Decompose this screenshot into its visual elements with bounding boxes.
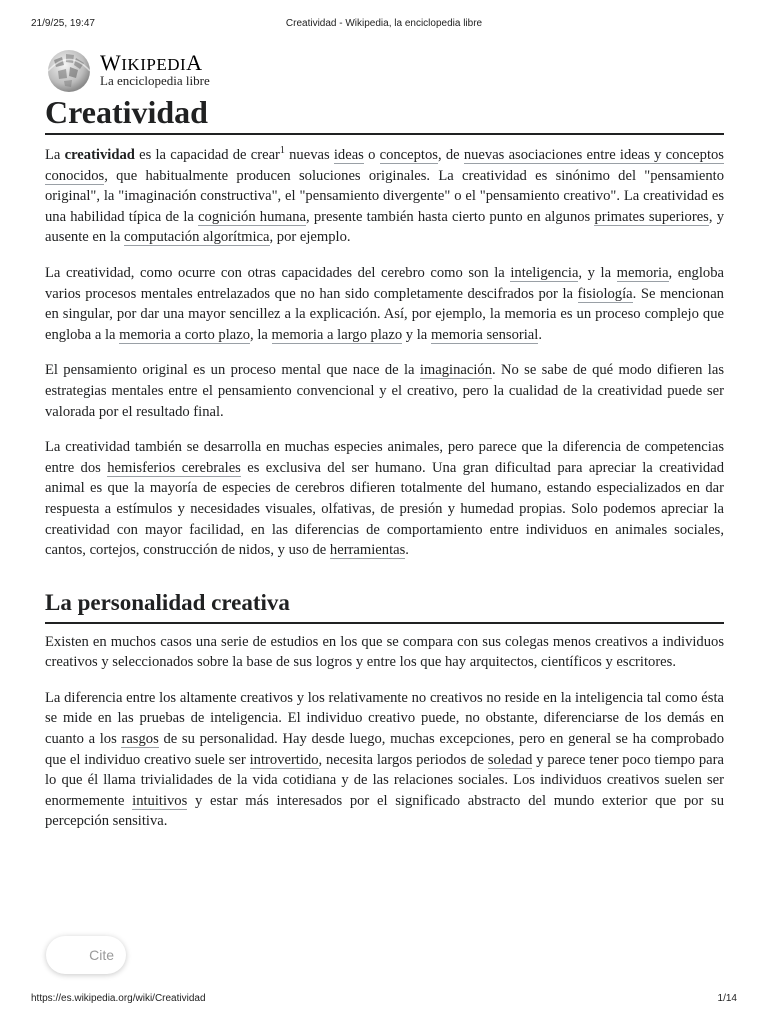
page-title: Creatividad [45, 94, 724, 135]
print-footer [0, 993, 768, 1009]
text: , la [250, 326, 272, 343]
print-date: 21/9/25, 19:47 [31, 18, 95, 29]
wikipedia-logo[interactable] [44, 46, 244, 96]
link-soledad[interactable]: soledad [487, 751, 533, 768]
print-page-number: 1/14 [717, 993, 737, 1004]
print-header [0, 18, 768, 34]
text: y parece tener poco tiempo para lo que él llama trivialidades de la vida cotidiana y de las relaciones sociales. Los individuos creativos suelen ser enormemente [45, 751, 725, 809]
cite-label: Cite [89, 947, 114, 963]
text: La diferencia entre los altamente creativos y los relativamente no creativos no reside en la inteligencia tal como ésta se mide en las pruebas de inteligencia. El individuo creativo puede, no obstante, diferenciarse de los demás en cuanto a los [45, 689, 724, 748]
text: nuevas [284, 147, 334, 163]
paragraph-1 [45, 145, 724, 248]
paragraph-2 [45, 263, 724, 345]
link-memoria-largo-plazo[interactable]: memoria a largo plazo [271, 326, 403, 343]
link-memoria-corto-plazo[interactable]: memoria a corto plazo [119, 326, 251, 343]
wordmark-w: W [100, 50, 122, 75]
link-cognicion-humana[interactable]: cognición humana [198, 208, 306, 225]
link-fisiologia[interactable]: fisiología [577, 285, 633, 302]
text: . No se sabe de qué modo difieren las estrategias mentales entre el pensamiento convencional y el creativo, pero la cualidad de la creatividad puede ser valorada por el resultado final. [45, 362, 724, 420]
text: , por ejemplo. [269, 229, 351, 246]
link-rasgos[interactable]: rasgos [121, 731, 159, 748]
paragraph-4 [45, 437, 724, 561]
link-introvertido[interactable]: introvertido [249, 751, 319, 768]
link-memoria[interactable]: memoria [616, 264, 669, 281]
cite-button[interactable] [46, 936, 126, 974]
article-content [45, 94, 724, 832]
section-heading: La personalidad creativa [45, 589, 724, 624]
text: La creatividad también se desarrolla en muchas especies animales, pero parece que la diferencia de competencias entre dos [45, 439, 724, 476]
paragraph-5 [45, 632, 724, 673]
text: , necesita largos periodos de [318, 751, 488, 768]
text: . Se mencionan en singular, por dar una mayor sencillez a la explicación. Así, por ejemplo, la memoria es un proceso complejo que engloba a la [45, 285, 724, 343]
link-intuitivos[interactable]: intuitivos [132, 792, 188, 809]
text: , y la [578, 264, 617, 281]
text: . [405, 542, 409, 559]
link-inteligencia[interactable]: inteligencia [510, 264, 579, 281]
wikipedia-globe-icon [44, 46, 94, 94]
reference-1[interactable]: 1 [279, 145, 285, 157]
text: El pensamiento original es un proceso mental que nace de la [45, 362, 420, 379]
link-primates-superiores[interactable]: primates superiores [594, 208, 709, 225]
text: , presente también hasta cierto punto en algunos [306, 208, 595, 225]
text: y la [402, 326, 431, 343]
link-herramientas[interactable]: herramientas [329, 542, 406, 559]
link-conceptos[interactable]: conceptos [379, 147, 438, 163]
link-nuevas-asociaciones[interactable]: nuevas asociaciones entre ideas y conceptos conocidos [45, 147, 724, 184]
text: La creatividad, como ocurre con otras capacidades del cerebro como son la [45, 264, 511, 281]
link-hemisferios-cerebrales[interactable]: hemisferios cerebrales [107, 459, 241, 476]
wordmark-ikipedi: IKIPEDI [121, 55, 187, 74]
print-title: Creatividad - Wikipedia, la enciclopedia libre [285, 18, 483, 29]
text: y estar más interesados por el significado abstracto del mundo exterior que por su percepción sensitiva. [45, 792, 724, 830]
text: o [363, 147, 380, 163]
text: , y ausente en la [45, 208, 724, 246]
text: La [45, 147, 65, 163]
text: es la capacidad de crear [134, 147, 280, 163]
link-computacion-algoritmica[interactable]: computación algorítmica [124, 229, 270, 246]
text: Existen en muchos casos una serie de estudios en los que se compara con sus colegas menos creativos a individuos creativos y seleccionados sobre la base de sus logros y entre los que hay arquitectos, científicos y escritores. [45, 633, 724, 671]
link-memoria-sensorial[interactable]: memoria sensorial [430, 326, 539, 343]
print-url: https://es.wikipedia.org/wiki/Creatividad [31, 993, 206, 1004]
text: , engloba varios procesos mentales entrelazados que no han sido completamente descifrados por la [45, 264, 724, 302]
text: , de [437, 147, 464, 163]
text: es exclusiva del ser humano. Una gran dificultad para apreciar la creatividad animal es que la mayoría de especies de cerebros difieren totalmente del humano, estando especializados en dar respuesta a estímulos y necesidades visuales, olfativas, de presión y humedad propias. Solo podemos apreciar la creatividad con mayor facilidad, en las diferencias de comportamiento entre individuos en animales sociales, cantos, cortejos, construcción de nidos, y uso de [45, 459, 724, 559]
wordmark-a: A [186, 50, 203, 75]
link-ideas[interactable]: ideas [333, 147, 364, 163]
link-imaginacion[interactable]: imaginación [419, 362, 492, 379]
paragraph-3 [45, 360, 724, 422]
paragraph-6 [45, 688, 724, 832]
text: . [538, 326, 542, 343]
text: de su personalidad. Hay desde luego, muchas excepciones, pero en general se ha comprobado que el individuo creativo suele ser [45, 731, 724, 768]
wikipedia-tagline: La enciclopedia libre [100, 73, 210, 88]
bold-term: creatividad [64, 147, 135, 163]
text: , que habitualmente producen soluciones originales. La creatividad es sinónimo del "pensamiento original", la "imaginación constructiva", el "pensamiento divergente" o el "pensamiento creativo". La creatividad es una habilidad típica de la [45, 167, 724, 225]
